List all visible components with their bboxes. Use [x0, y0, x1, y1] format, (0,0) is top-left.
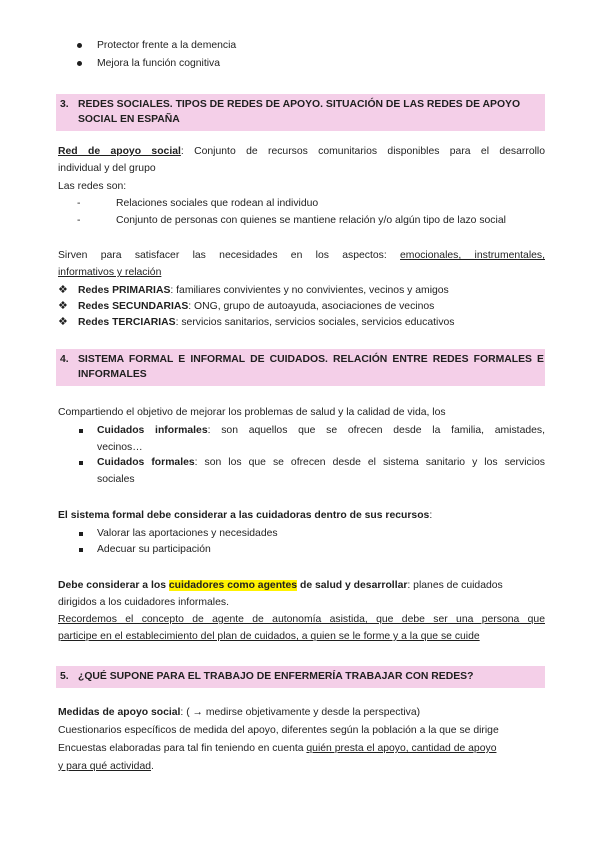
- network-item: Redes TERCIARIAS: servicios sanitarios, servicios sociales, servicios educativos: [78, 317, 455, 328]
- section-title-line-2: INFORMALES: [78, 369, 147, 380]
- care-item-line-1: Cuidados formales: son los que se ofrecen desde el sistema sanitario y los servicios: [97, 457, 545, 468]
- serve-aspects: emocionales, instrumentales,: [400, 250, 545, 261]
- section-number: 3.: [60, 99, 69, 110]
- dash-icon: -: [77, 198, 81, 209]
- dash-item: Conjunto de personas con quienes se mantiene relación y/o algún tipo de lazo social: [116, 215, 506, 226]
- serve-prefix: Sirven para satisfacer las necesidades en los aspectos:: [58, 250, 387, 261]
- section-number: 5.: [60, 671, 69, 682]
- measures-line: Medidas de apoyo social: ( → medirse objetivamente y desde la perspectiva): [58, 707, 421, 718]
- square-bullet-icon: [79, 532, 83, 536]
- diamond-bullet-icon: ❖: [58, 300, 68, 312]
- section-5-heading: [56, 666, 545, 688]
- network-item: Redes SECUNDARIAS: ONG, grupo de autoayuda, asociaciones de vecinos: [78, 301, 435, 312]
- section-title: REDES SOCIALES. TIPOS DE REDES DE APOYO. SITUACIÓN DE LAS REDES DE APOYO SOCIAL EN ESPAÑA: [78, 99, 521, 125]
- care-item-line-1: Cuidados informales: son aquellos que se ofrecen desde la familia, amistades,: [97, 425, 545, 436]
- definition-text: Conjunto de recursos comunitarios disponibles para el desarrollo: [194, 146, 545, 157]
- definition-line-1: Red de apoyo social: Conjunto de recursos comunitarios disponibles para el desarrollo: [58, 146, 545, 157]
- top-bullet-item: Protector frente a la demencia: [97, 40, 237, 51]
- care-item-line-2: vecinos…: [97, 442, 143, 453]
- section-3-heading: [56, 94, 545, 131]
- section-number: 4.: [60, 354, 69, 365]
- care-item-line-2: sociales: [97, 474, 135, 485]
- consider-line-2: dirigidos a los cuidadores informales.: [58, 597, 229, 608]
- dash-icon: -: [77, 215, 81, 226]
- consider-line-1: Debe considerar a los cuidadores como agentes de salud y desarrollar: planes de cuidados: [58, 580, 503, 591]
- bullet-dot-icon: [77, 61, 82, 66]
- top-bullet-item: Mejora la función cognitiva: [97, 58, 221, 69]
- surveys-line-2: y para qué actividad.: [58, 761, 154, 772]
- serve-line-2: informativos y relación: [58, 267, 162, 278]
- section-4-heading: [56, 349, 545, 386]
- square-bullet-icon: [79, 429, 83, 433]
- recall-line-2: participe en el establecimiento del plan de cuidados, a quien se le forme y a la que se cuide: [58, 631, 480, 642]
- care-intro: Compartiendo el objetivo de mejorar los problemas de salud y la calidad de vida, los: [58, 407, 446, 418]
- networks-intro: Las redes son:: [58, 181, 127, 192]
- formal-item: Adecuar su participación: [97, 544, 211, 555]
- square-bullet-icon: [79, 461, 83, 465]
- formal-item: Valorar las aportaciones y necesidades: [97, 528, 278, 539]
- recall-line-1: Recordemos el concepto de agente de autonomía asistida, que debe ser una persona que: [58, 614, 545, 625]
- diamond-bullet-icon: ❖: [58, 316, 68, 328]
- section-title-line-1: SISTEMA FORMAL E INFORMAL DE CUIDADOS. RELACIÓN ENTRE REDES FORMALES E: [78, 354, 544, 365]
- questionnaires-line: Cuestionarios específicos de medida del apoyo, diferentes según la población a la que se dirige: [58, 725, 499, 736]
- section-title: ¿QUÉ SUPONE PARA EL TRABAJO DE ENFERMERÍA TRABAJAR CON REDES?: [78, 671, 474, 682]
- square-bullet-icon: [79, 548, 83, 552]
- surveys-line-1: Encuestas elaboradas para tal fin teniendo en cuenta quién presta el apoyo, cantidad de apoyo: [58, 743, 497, 754]
- formal-statement: El sistema formal debe considerar a las cuidadoras dentro de sus recursos:: [58, 510, 433, 521]
- network-item: Redes PRIMARIAS: familiares convivientes y no convivientes, vecinos y amigos: [78, 285, 449, 296]
- definition-term: Red de apoyo social: [58, 146, 181, 157]
- dash-item: Relaciones sociales que rodean al individuo: [116, 198, 319, 209]
- highlighted-text: cuidadores como agentes: [168, 580, 298, 591]
- bullet-dot-icon: [77, 43, 82, 48]
- diamond-bullet-icon: ❖: [58, 284, 68, 296]
- serve-line-1: [58, 249, 545, 263]
- definition-line-2: individual y del grupo: [58, 163, 156, 174]
